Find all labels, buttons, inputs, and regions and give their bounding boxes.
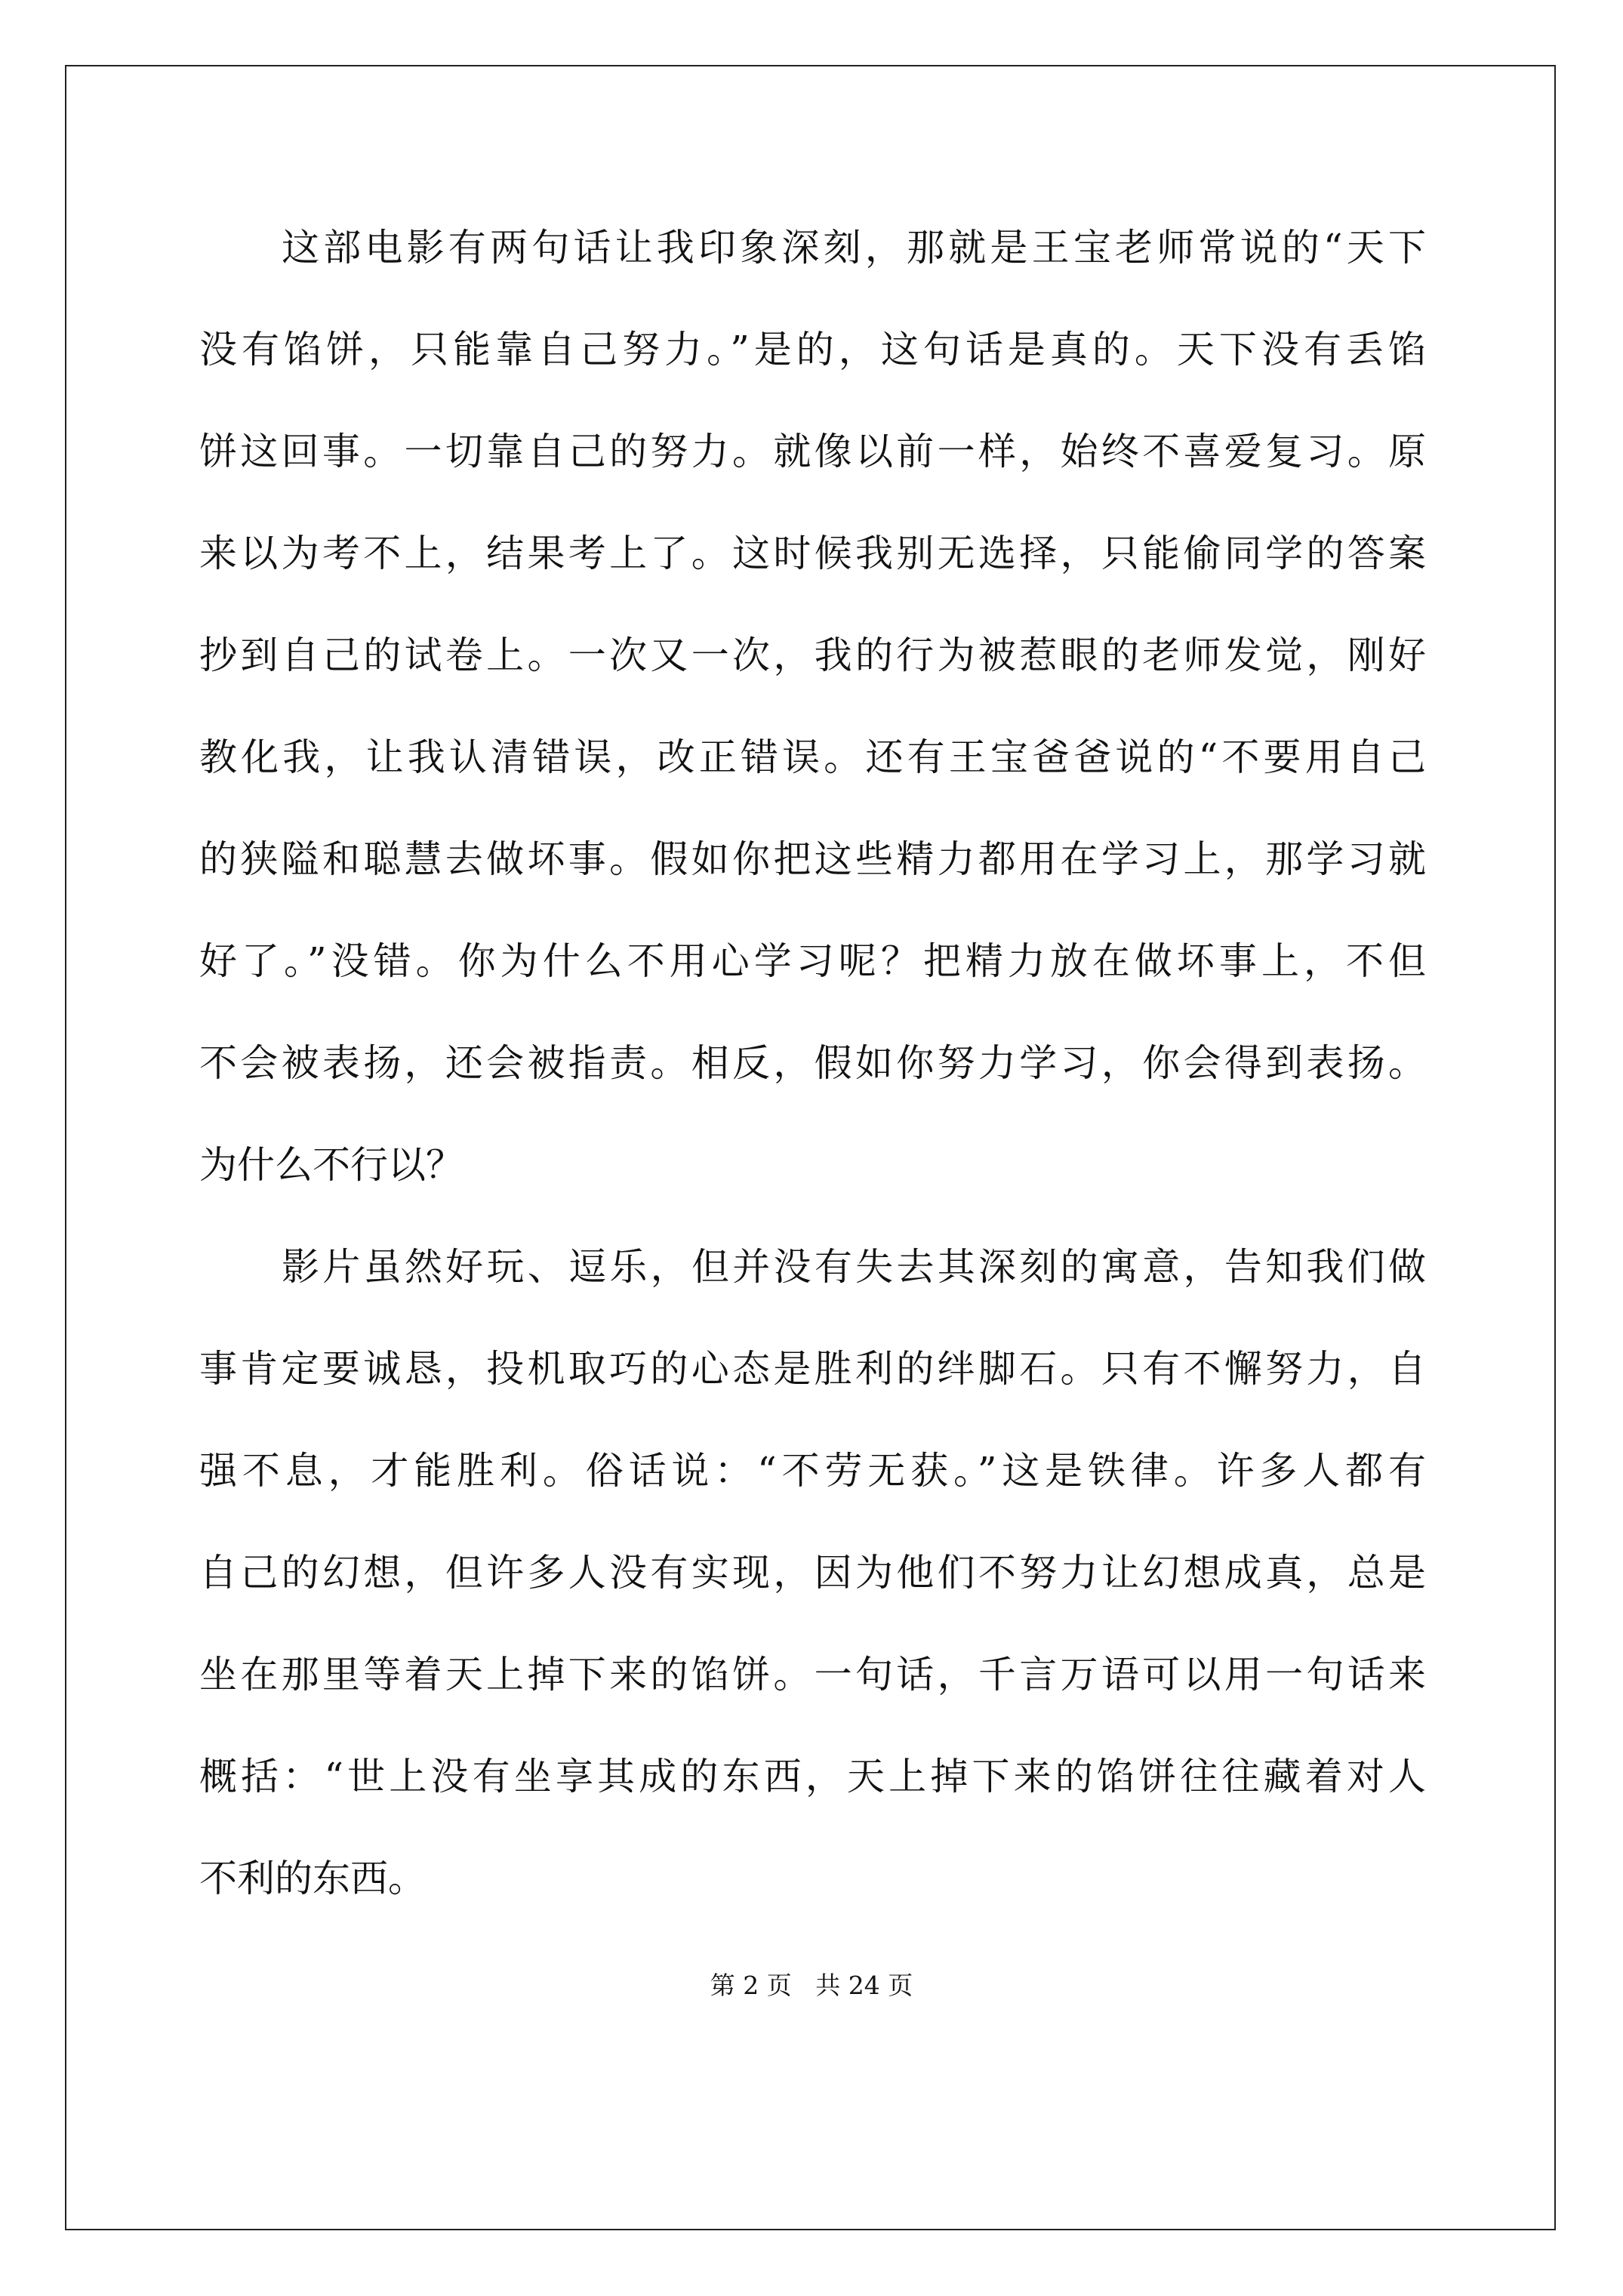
paragraph-1-line-10: 为什么不行以？ xyxy=(199,1143,463,1187)
paragraph-1-line-9: 不会被表扬，还会被指责。相反，假如你努力学习，你会得到表扬。 xyxy=(199,1041,1426,1085)
paragraph-2-line-3: 强不息，才能胜利。俗话说：“不劳无获。”这是铁律。许多人都有 xyxy=(199,1449,1426,1493)
paragraph-1-line-1: 这部电影有两句话让我印象深刻，那就是王宝老师常说的“天下 xyxy=(282,226,1426,270)
paragraph-1-line-5: 抄到自己的试卷上。一次又一次，我的行为被惹眼的老师发觉，刚好 xyxy=(199,633,1426,677)
paragraph-1-line-2: 没有馅饼，只能靠自己努力。”是的，这句话是真的。天下没有丢馅 xyxy=(199,328,1426,371)
paragraph-2-line-7: 不利的东西。 xyxy=(199,1857,426,1900)
paragraph-1-line-3: 饼这回事。一切靠自己的努力。就像以前一样，始终不喜爱复习。原 xyxy=(199,430,1426,473)
paragraph-1-line-8: 好了。”没错。你为什么不用心学习呢？把精力放在做坏事上，不但 xyxy=(199,939,1426,983)
paragraph-1-line-4: 来以为考不上，结果考上了。这时候我别无选择，只能偷同学的答案 xyxy=(199,532,1426,575)
paragraph-1-line-7: 的狭隘和聪慧去做坏事。假如你把这些精力都用在学习上，那学习就 xyxy=(199,837,1426,881)
paragraph-1-line-6: 教化我，让我认清错误，改正错误。还有王宝爸爸说的“不要用自己 xyxy=(199,735,1426,779)
paragraph-2-line-5: 坐在那里等着天上掉下来的馅饼。一句话，千言万语可以用一句话来 xyxy=(199,1653,1426,1697)
paragraph-2-line-1: 影片虽然好玩、逗乐，但并没有失去其深刻的寓意，告知我们做 xyxy=(282,1245,1426,1289)
page-number-footer: 第 2 页 共 24 页 xyxy=(710,1971,913,2000)
paragraph-2-line-6: 概括：“世上没有坐享其成的东西，天上掉下来的馅饼往往藏着对人 xyxy=(199,1755,1426,1798)
paragraph-2-line-4: 自己的幻想，但许多人没有实现，因为他们不努力让幻想成真，总是 xyxy=(199,1551,1426,1595)
paragraph-2-line-2: 事肯定要诚恳，投机取巧的心态是胜利的绊脚石。只有不懈努力，自 xyxy=(199,1347,1426,1391)
